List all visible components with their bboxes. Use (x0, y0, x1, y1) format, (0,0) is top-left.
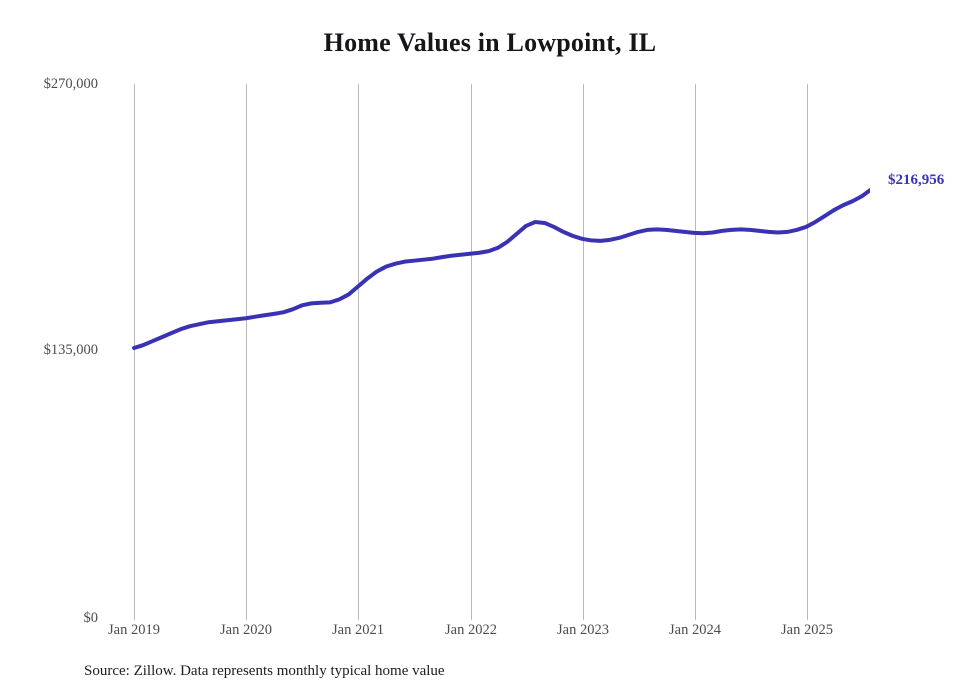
x-tick-label-jan-2024: Jan 2024 (669, 622, 721, 638)
source-note: Source: Zillow. Data represents monthly typical home value (84, 663, 445, 679)
end-value-label: $216,956 (888, 172, 945, 188)
x-tick-label-jan-2025: Jan 2025 (781, 622, 833, 638)
y-tick-label-top: $270,000 (43, 76, 98, 92)
x-tick-label-jan-2023: Jan 2023 (557, 622, 609, 638)
home-value-line-series (110, 84, 870, 620)
y-axis (0, 0, 110, 699)
x-tick-label-jan-2020: Jan 2020 (220, 622, 272, 638)
x-axis (110, 622, 910, 646)
page-title: Home Values in Lowpoint, IL (323, 28, 657, 57)
x-tick-label-jan-2019: Jan 2019 (108, 622, 160, 638)
x-tick-label-jan-2021: Jan 2021 (332, 622, 384, 638)
y-tick-label-mid: $135,000 (43, 342, 98, 358)
y-tick-label-zero: $0 (83, 610, 98, 626)
x-tick-label-jan-2022: Jan 2022 (445, 622, 497, 638)
